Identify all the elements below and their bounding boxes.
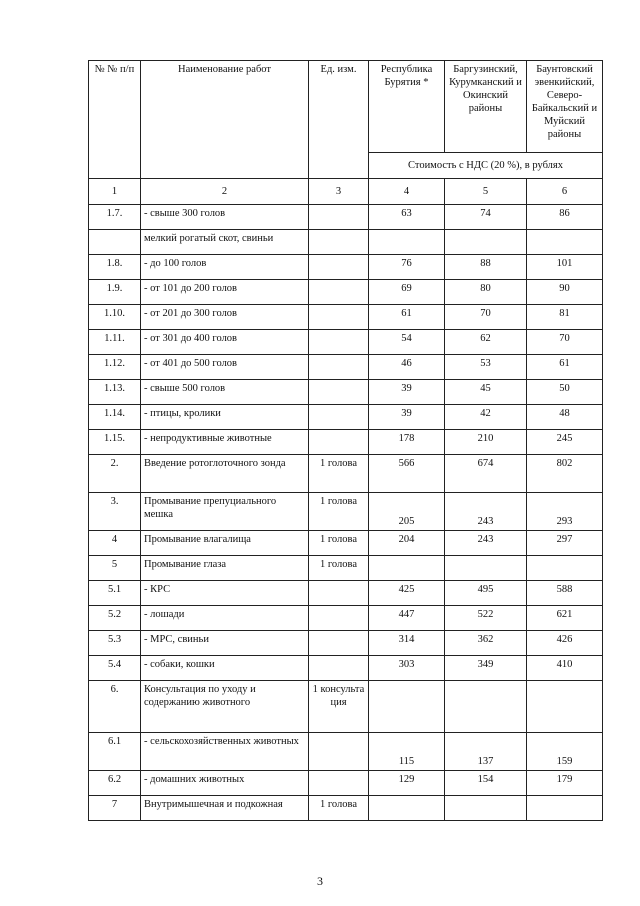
row-price-bauntov	[527, 796, 603, 821]
row-price-barguzin: 74	[445, 205, 527, 230]
row-price-barguzin: 42	[445, 405, 527, 430]
row-price-bauntov: 410	[527, 656, 603, 681]
table-row	[89, 531, 603, 556]
row-work-name: - птицы, кролики	[141, 405, 309, 430]
page-number: 3	[317, 874, 323, 888]
row-price-barguzin: 80	[445, 280, 527, 305]
row-number: 5.2	[89, 606, 141, 631]
row-price-bauntov: 61	[527, 355, 603, 380]
row-price-buryatia: 566	[369, 455, 445, 493]
column-number: 5	[445, 179, 527, 205]
row-price-bauntov: 293	[527, 493, 603, 531]
row-price-bauntov: 179	[527, 771, 603, 796]
row-work-name: - до 100 голов	[141, 255, 309, 280]
header-col-name: Наименование работ	[141, 61, 309, 179]
row-price-bauntov	[527, 230, 603, 255]
row-work-name: - свыше 300 голов	[141, 205, 309, 230]
row-number: 1.14.	[89, 405, 141, 430]
row-price-barguzin: 495	[445, 581, 527, 606]
row-number: 1.8.	[89, 255, 141, 280]
column-number: 3	[309, 179, 369, 205]
row-price-barguzin: 70	[445, 305, 527, 330]
row-work-name: Консультация по уходу и содержанию животного	[141, 681, 309, 733]
row-unit	[309, 631, 369, 656]
row-work-name: - от 201 до 300 голов	[141, 305, 309, 330]
row-price-buryatia	[369, 796, 445, 821]
row-price-bauntov: 50	[527, 380, 603, 405]
row-unit	[309, 733, 369, 771]
row-number: 1.15.	[89, 430, 141, 455]
row-price-bauntov	[527, 556, 603, 581]
row-work-name: - от 401 до 500 голов	[141, 355, 309, 380]
row-number: 5.1	[89, 581, 141, 606]
row-number	[89, 230, 141, 255]
row-price-barguzin: 53	[445, 355, 527, 380]
row-price-barguzin: 522	[445, 606, 527, 631]
row-work-name: Промывание препуциального мешка	[141, 493, 309, 531]
table-row	[89, 493, 603, 531]
row-price-barguzin: 88	[445, 255, 527, 280]
row-price-bauntov: 588	[527, 581, 603, 606]
table-row	[89, 430, 603, 455]
row-work-name: Введение ротоглоточного зонда	[141, 455, 309, 493]
row-unit	[309, 305, 369, 330]
row-price-barguzin	[445, 681, 527, 733]
row-price-bauntov: 245	[527, 430, 603, 455]
row-price-bauntov: 70	[527, 330, 603, 355]
row-price-buryatia: 425	[369, 581, 445, 606]
row-price-barguzin	[445, 230, 527, 255]
row-price-barguzin: 45	[445, 380, 527, 405]
row-work-name: - от 101 до 200 голов	[141, 280, 309, 305]
row-unit	[309, 771, 369, 796]
row-price-bauntov: 802	[527, 455, 603, 493]
table-row	[89, 455, 603, 493]
row-price-buryatia: 61	[369, 305, 445, 330]
row-price-buryatia: 205	[369, 493, 445, 531]
row-unit: 1 голова	[309, 531, 369, 556]
table-row	[89, 330, 603, 355]
row-work-name: - от 301 до 400 голов	[141, 330, 309, 355]
column-number: 4	[369, 179, 445, 205]
row-work-name: - домашних животных	[141, 771, 309, 796]
row-unit	[309, 330, 369, 355]
row-price-buryatia: 447	[369, 606, 445, 631]
row-price-buryatia: 303	[369, 656, 445, 681]
header-col-barguzin: Баргузинский, Курумканский и Окинский районы	[445, 61, 527, 153]
row-number: 7	[89, 796, 141, 821]
table-row	[89, 656, 603, 681]
row-price-barguzin: 674	[445, 455, 527, 493]
row-price-barguzin	[445, 556, 527, 581]
row-price-buryatia	[369, 681, 445, 733]
row-number: 1.12.	[89, 355, 141, 380]
row-price-bauntov: 426	[527, 631, 603, 656]
column-number: 6	[527, 179, 603, 205]
row-price-buryatia: 63	[369, 205, 445, 230]
table-row	[89, 606, 603, 631]
row-number: 6.	[89, 681, 141, 733]
row-number: 5.3	[89, 631, 141, 656]
row-work-name: - свыше 500 голов	[141, 380, 309, 405]
table-row	[89, 255, 603, 280]
row-unit	[309, 656, 369, 681]
table-row	[89, 205, 603, 230]
row-price-buryatia: 204	[369, 531, 445, 556]
row-number: 1.11.	[89, 330, 141, 355]
row-number: 4	[89, 531, 141, 556]
row-price-bauntov: 101	[527, 255, 603, 280]
table-row	[89, 405, 603, 430]
row-price-barguzin: 154	[445, 771, 527, 796]
row-number: 6.2	[89, 771, 141, 796]
cost-note: Стоимость с НДС (20 %), в рублях	[369, 153, 603, 179]
column-number: 1	[89, 179, 141, 205]
row-price-bauntov	[527, 681, 603, 733]
row-unit	[309, 205, 369, 230]
row-price-barguzin: 243	[445, 531, 527, 556]
row-price-bauntov: 86	[527, 205, 603, 230]
row-price-barguzin: 137	[445, 733, 527, 771]
header-row	[89, 61, 603, 153]
row-unit	[309, 280, 369, 305]
row-price-barguzin: 62	[445, 330, 527, 355]
row-unit: 1 голова	[309, 796, 369, 821]
row-number: 1.10.	[89, 305, 141, 330]
table-row	[89, 380, 603, 405]
row-work-name: Промывание влагалища	[141, 531, 309, 556]
row-price-buryatia: 115	[369, 733, 445, 771]
price-table	[88, 60, 603, 821]
table-row	[89, 280, 603, 305]
header-col-buryatia: Республика Бурятия *	[369, 61, 445, 153]
row-price-barguzin: 362	[445, 631, 527, 656]
row-work-name: - сельскохозяйственных животных	[141, 733, 309, 771]
table-row	[89, 305, 603, 330]
table-row	[89, 631, 603, 656]
row-work-name: мелкий рогатый скот, свиньи	[141, 230, 309, 255]
row-price-bauntov: 297	[527, 531, 603, 556]
row-number: 5.4	[89, 656, 141, 681]
row-work-name: - КРС	[141, 581, 309, 606]
row-work-name: - собаки, кошки	[141, 656, 309, 681]
row-unit: 1 голова	[309, 493, 369, 531]
row-work-name: - непродуктивные животные	[141, 430, 309, 455]
row-number: 1.9.	[89, 280, 141, 305]
header-col-unit: Ед. изм.	[309, 61, 369, 179]
row-price-buryatia	[369, 230, 445, 255]
row-number: 5	[89, 556, 141, 581]
row-price-buryatia: 39	[369, 380, 445, 405]
row-price-bauntov: 621	[527, 606, 603, 631]
row-unit	[309, 255, 369, 280]
column-number-row	[89, 179, 603, 205]
row-work-name: - МРС, свиньи	[141, 631, 309, 656]
header-col-number: № № п/п	[89, 61, 141, 179]
table-row	[89, 230, 603, 255]
row-price-buryatia: 54	[369, 330, 445, 355]
column-number: 2	[141, 179, 309, 205]
row-unit	[309, 230, 369, 255]
row-work-name: Промывание глаза	[141, 556, 309, 581]
row-unit: 1 голова	[309, 455, 369, 493]
row-work-name: - лошади	[141, 606, 309, 631]
row-price-barguzin: 349	[445, 656, 527, 681]
row-price-bauntov: 90	[527, 280, 603, 305]
table-row	[89, 796, 603, 821]
row-number: 1.7.	[89, 205, 141, 230]
row-price-barguzin	[445, 796, 527, 821]
table-row	[89, 771, 603, 796]
row-work-name: Внутримышечная и подкожная	[141, 796, 309, 821]
row-unit	[309, 405, 369, 430]
row-unit	[309, 355, 369, 380]
table-row	[89, 581, 603, 606]
row-number: 2.	[89, 455, 141, 493]
row-price-buryatia: 129	[369, 771, 445, 796]
row-unit	[309, 606, 369, 631]
row-price-barguzin: 210	[445, 430, 527, 455]
row-unit: 1 голова	[309, 556, 369, 581]
table-row	[89, 733, 603, 771]
row-price-buryatia: 76	[369, 255, 445, 280]
row-unit	[309, 430, 369, 455]
row-price-buryatia: 314	[369, 631, 445, 656]
row-unit	[309, 581, 369, 606]
row-price-bauntov: 159	[527, 733, 603, 771]
header-col-bauntov: Баунтовский эвенкийский, Северо-Байкальский и Муйский районы	[527, 61, 603, 153]
table-row	[89, 556, 603, 581]
table-row	[89, 355, 603, 380]
row-unit	[309, 380, 369, 405]
row-price-bauntov: 48	[527, 405, 603, 430]
row-price-buryatia: 46	[369, 355, 445, 380]
table-row	[89, 681, 603, 733]
row-price-buryatia	[369, 556, 445, 581]
row-price-bauntov: 81	[527, 305, 603, 330]
row-number: 3.	[89, 493, 141, 531]
row-price-buryatia: 69	[369, 280, 445, 305]
row-price-buryatia: 39	[369, 405, 445, 430]
row-number: 1.13.	[89, 380, 141, 405]
row-price-barguzin: 243	[445, 493, 527, 531]
row-unit: 1 консульта ция	[309, 681, 369, 733]
row-price-buryatia: 178	[369, 430, 445, 455]
row-number: 6.1	[89, 733, 141, 771]
